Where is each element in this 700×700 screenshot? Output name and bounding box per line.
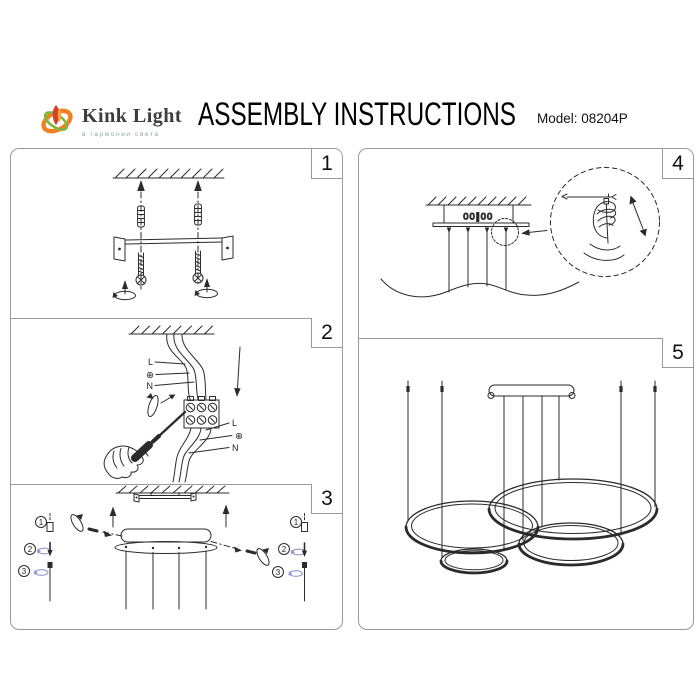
step-callouts-right bbox=[273, 514, 308, 602]
side-screw-right bbox=[211, 542, 271, 568]
step-number-2: 2 bbox=[311, 318, 342, 348]
step2-diagram bbox=[11, 318, 342, 484]
label-earth-bottom: ⊕ bbox=[235, 431, 243, 442]
up-down-arrow bbox=[630, 196, 647, 237]
fixture-wires bbox=[173, 428, 211, 482]
step-number-4: 4 bbox=[662, 149, 693, 179]
terminal-block bbox=[184, 397, 219, 429]
wall-anchors bbox=[138, 204, 202, 227]
callout-2-left: 2 bbox=[27, 544, 33, 554]
label-live-bottom: L bbox=[232, 418, 238, 428]
label-earth-top: ⊕ bbox=[146, 370, 154, 381]
mounting-bracket bbox=[114, 236, 233, 261]
insert-arrow bbox=[234, 347, 240, 397]
right-column bbox=[358, 148, 694, 630]
canopy bbox=[115, 529, 217, 554]
ceiling-hatch bbox=[113, 169, 224, 178]
canopy bbox=[488, 385, 575, 399]
ceiling-hatch bbox=[426, 197, 531, 205]
brand-logo bbox=[38, 99, 182, 141]
ceiling-hatch bbox=[116, 486, 229, 493]
step-number-5: 5 bbox=[662, 338, 693, 368]
ring-bottom-right bbox=[519, 523, 623, 565]
callout-1-left: 1 bbox=[38, 517, 44, 527]
page-title: ASSEMBLY INSTRUCTIONS bbox=[198, 96, 517, 132]
label-neutral-top: N bbox=[146, 381, 153, 391]
detail-hand bbox=[584, 202, 624, 261]
kink-light-logo-icon bbox=[38, 99, 76, 141]
lift-arrows bbox=[110, 505, 230, 528]
canopy-plate bbox=[433, 205, 529, 227]
mounting-axes bbox=[137, 180, 202, 289]
suspension-wires bbox=[126, 551, 206, 609]
step-number-3: 3 bbox=[311, 484, 342, 514]
detail-pointer-arrow bbox=[521, 229, 547, 235]
callout-1-right: 1 bbox=[293, 517, 299, 527]
mains-wires bbox=[167, 334, 206, 399]
screws bbox=[136, 251, 203, 285]
model-label: Model: 08204P bbox=[537, 111, 628, 126]
rings-top-surface bbox=[381, 279, 579, 297]
callout-3-right: 3 bbox=[275, 567, 281, 577]
mounted-bracket bbox=[134, 493, 196, 503]
left-column bbox=[10, 148, 343, 630]
ceiling-hatch bbox=[129, 326, 214, 334]
step-callouts-left bbox=[19, 514, 54, 602]
wire-labels-top bbox=[146, 357, 194, 391]
brand-tagline: в гармонии света bbox=[82, 131, 160, 138]
screwdriver bbox=[135, 393, 185, 458]
step4-diagram bbox=[359, 149, 693, 338]
label-neutral-bottom: N bbox=[232, 443, 239, 453]
step1-diagram bbox=[11, 149, 342, 318]
step-number-1: 1 bbox=[311, 149, 342, 179]
callout-3-left: 3 bbox=[21, 566, 27, 576]
step3-diagram bbox=[11, 484, 342, 628]
suspension-wires bbox=[447, 228, 509, 293]
callout-2-right: 2 bbox=[281, 544, 287, 554]
canopy-marking: 00‖00 bbox=[463, 212, 493, 223]
step5-diagram bbox=[359, 338, 693, 629]
brand-name: Kink Light bbox=[82, 105, 183, 127]
label-live-top: L bbox=[147, 357, 153, 367]
side-screw-left bbox=[69, 513, 122, 537]
ring-large bbox=[489, 479, 657, 539]
